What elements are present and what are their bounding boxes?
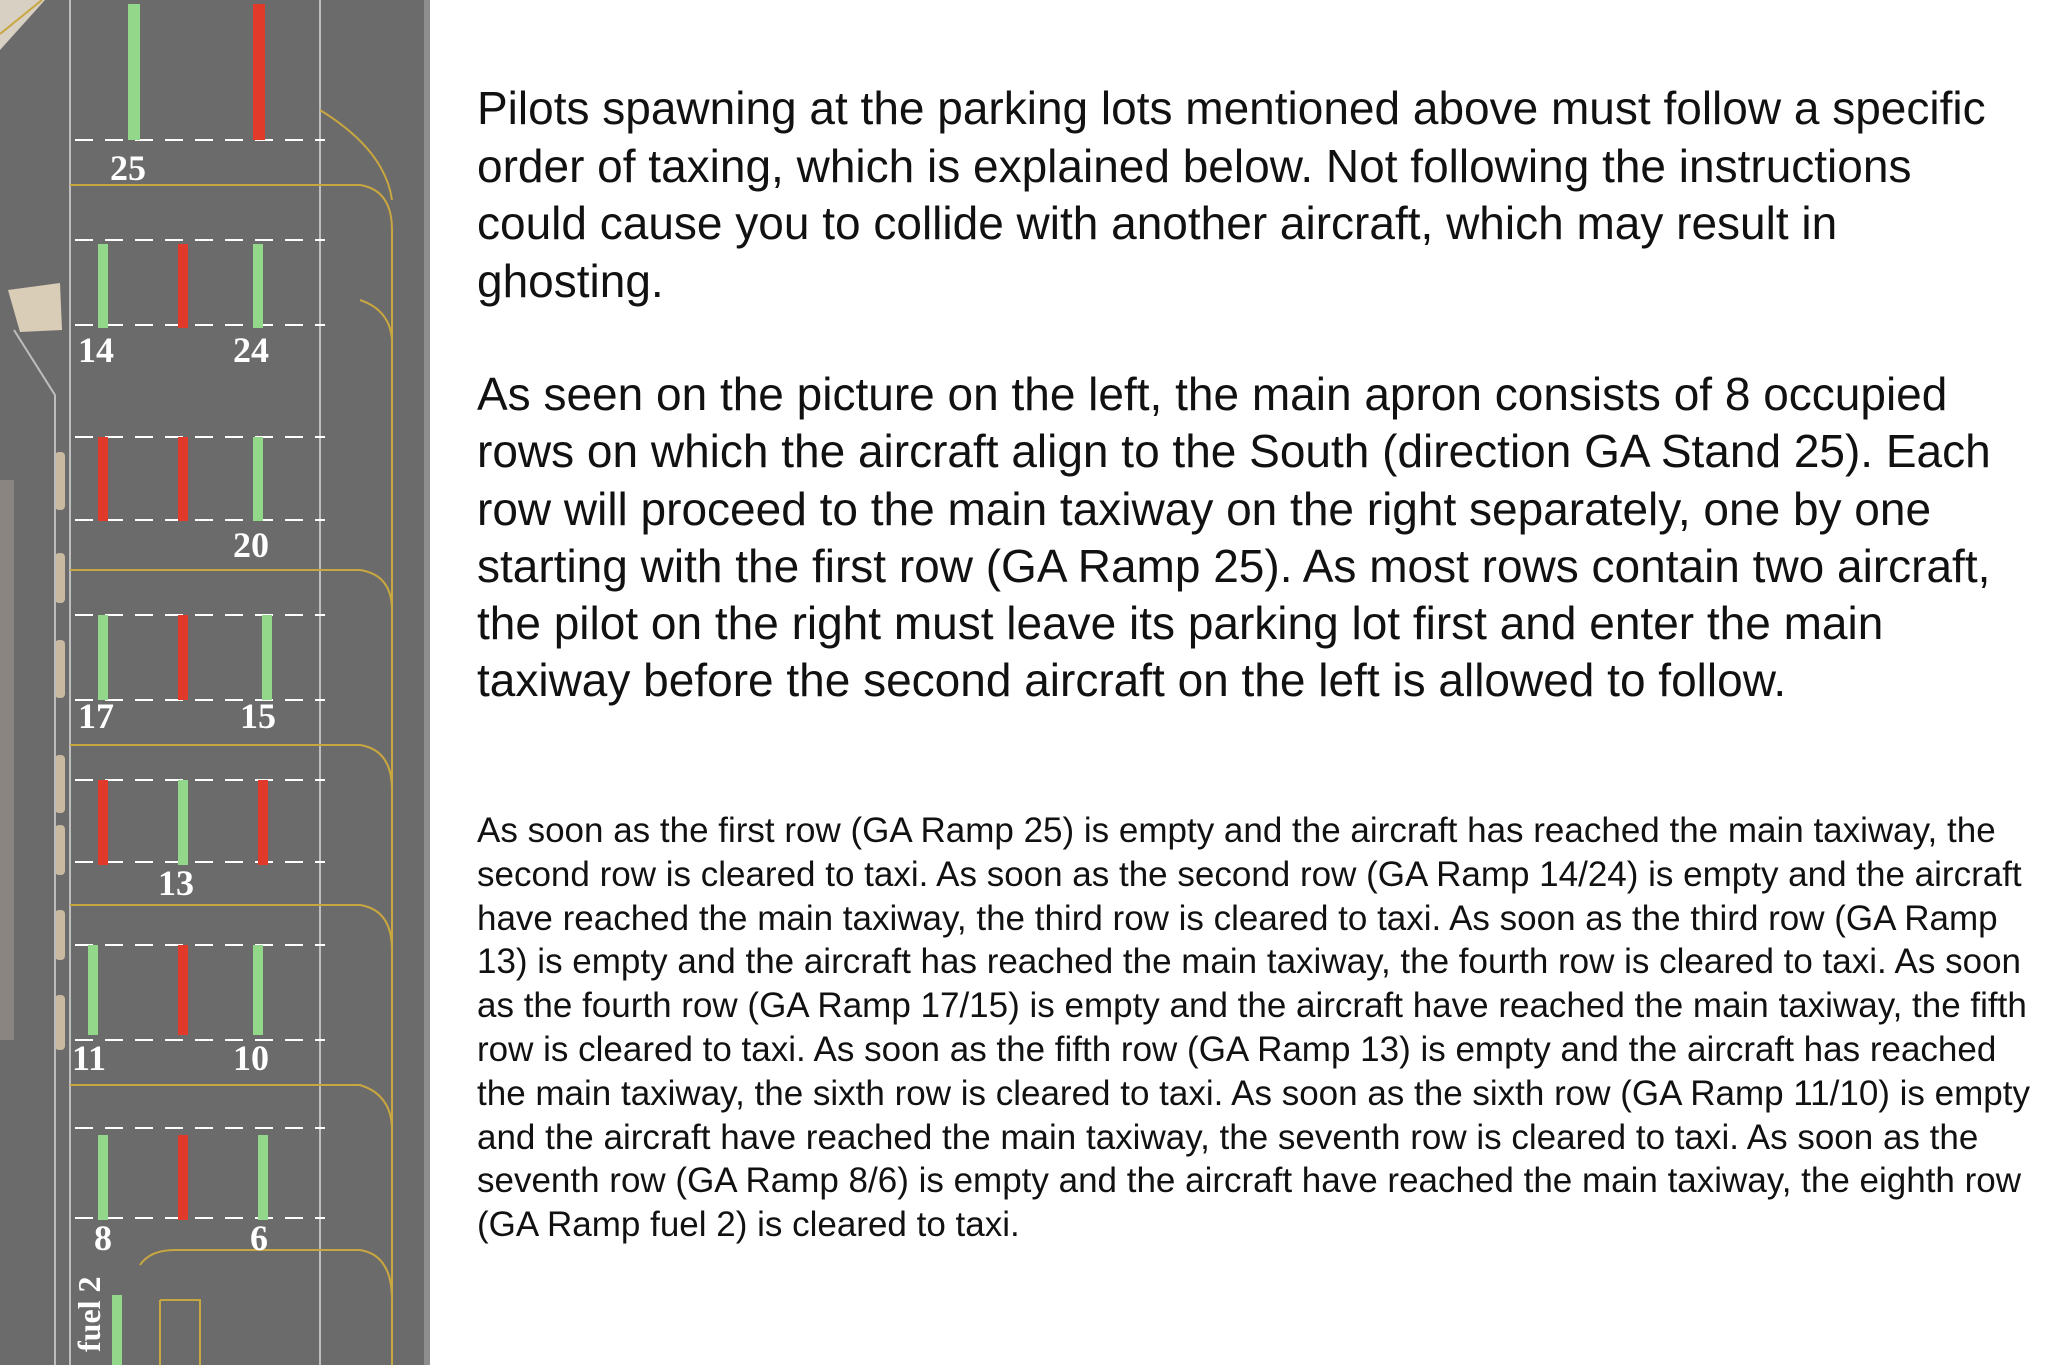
stand-bar-occupied bbox=[253, 4, 265, 140]
stand-label-8: 8 bbox=[94, 1218, 112, 1258]
stand-label-25: 25 bbox=[110, 148, 146, 188]
stand-bar-free bbox=[88, 945, 98, 1035]
stand-bar-free bbox=[253, 945, 263, 1035]
stand-bar-free bbox=[258, 1135, 268, 1220]
stand-label-13: 13 bbox=[158, 863, 194, 903]
stand-bar-occupied bbox=[178, 437, 188, 521]
stand-bar-occupied bbox=[258, 780, 268, 865]
stand-bar-occupied bbox=[98, 780, 108, 865]
stand-label-20: 20 bbox=[233, 525, 269, 565]
stand-label-6: 6 bbox=[250, 1218, 268, 1258]
stand-label-15: 15 bbox=[240, 696, 276, 736]
stand-bar-free bbox=[178, 780, 188, 865]
intro-paragraph: Pilots spawning at the parking lots mentioned above must follow a specific order of taxing, which is explained below. Not following the instructions could cause you to collide with another aircraft, which may result in ghosting. bbox=[477, 82, 1986, 307]
stand-label-10: 10 bbox=[233, 1038, 269, 1078]
stand-bar-free bbox=[128, 4, 140, 140]
apron-description-paragraph: As seen on the picture on the left, the main apron consists of 8 occupied rows on which the aircraft align to the South (direction GA Stand 25). Each row will proceed to the main taxiway on the right separately, one by one starting with the first row (GA Ramp 25). As most rows contain two aircraft, the pilot on the right must leave its parking lot first and enter the main taxiway before the second aircraft on the left is allowed to follow. bbox=[477, 368, 1991, 707]
stand-bar-free bbox=[253, 244, 263, 328]
stand-bar-free bbox=[262, 615, 272, 700]
stand-label-24: 24 bbox=[233, 330, 269, 370]
stand-label-fuel-2: fuel 2 bbox=[71, 1276, 107, 1352]
apron-map bbox=[0, 0, 430, 1365]
stand-label-11: 11 bbox=[72, 1038, 107, 1078]
stand-bar-free bbox=[98, 615, 108, 700]
stand-bar-free bbox=[98, 1135, 108, 1220]
taxi-sequence-paragraph: As soon as the first row (GA Ramp 25) is empty and the aircraft has reached the main taxiway, the second row is cleared to taxi. As soon as the second row (GA Ramp 14/24) is empty and the aircraft have reached the main taxiway, the third row is cleared to taxi. As soon as the third row (GA Ramp 13) is empty and the aircraft has reached the main taxiway, the fourth row is cleared to taxi. As soon as the fourth row (GA Ramp 17/15) is empty and the aircraft have reached the main taxiway, the fifth row is cleared to taxi. As soon as the fifth row (GA Ramp 13) is empty and the aircraft has reached the main taxiway, the sixth row is cleared to taxi. As soon as the sixth row (GA Ramp 11/10) is empty and the aircraft have reached the main taxiway, the seventh row is cleared to taxi. As soon as the seventh row (GA Ramp 8/6) is empty and the aircraft have reached the main taxiway, the eighth row (GA Ramp fuel 2) is cleared to taxi. bbox=[477, 811, 2030, 1245]
apron-left-verge bbox=[0, 480, 14, 1040]
stand-label-17: 17 bbox=[78, 696, 114, 736]
stand-bar-free bbox=[253, 437, 263, 521]
stand-bar-occupied bbox=[178, 1135, 188, 1220]
stand-bar-occupied bbox=[178, 244, 188, 328]
stand-bar-occupied bbox=[178, 945, 188, 1035]
apron-map-svg bbox=[0, 0, 430, 1365]
stand-bar-free bbox=[98, 244, 108, 328]
main-taxiway-edge bbox=[424, 0, 430, 1365]
stand-label-14: 14 bbox=[78, 330, 114, 370]
stand-bar-free bbox=[112, 1295, 122, 1365]
stand-bar-occupied bbox=[178, 615, 188, 700]
stand-bar-occupied bbox=[98, 437, 108, 521]
